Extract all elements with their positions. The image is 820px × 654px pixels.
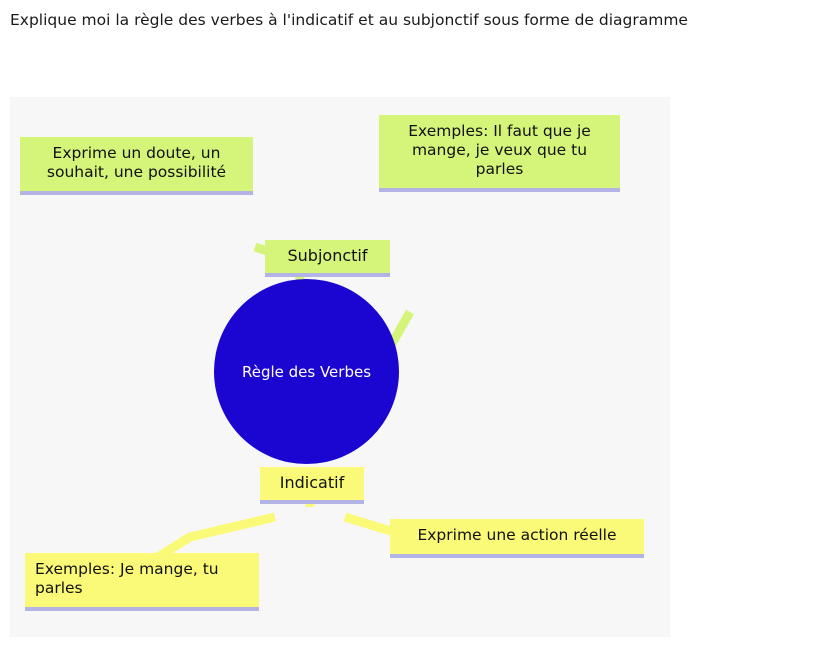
node-label: Exprime une action réelle (417, 526, 617, 544)
node-label: Exemples: Je mange, tu parles (35, 560, 219, 597)
node-label: Indicatif (279, 473, 345, 492)
node-label: Règle des Verbes (241, 362, 372, 381)
node-label: Exemples: Il faut que je mange, je veux que tu parles (408, 122, 591, 178)
prompt-text: Explique moi la règle des verbes à l'indicatif et au subjonctif sous forme de diagramme (10, 11, 688, 29)
node-subjonctif-definition[interactable] (20, 137, 253, 195)
node-subjonctif-examples[interactable] (379, 115, 620, 192)
node-indicatif-examples[interactable] (25, 553, 259, 611)
node-indicatif-definition[interactable] (390, 519, 644, 558)
diagram-canvas (10, 97, 670, 637)
node-label: Subjonctif (287, 246, 368, 265)
node-center-regle-des-verbes[interactable] (214, 279, 399, 464)
node-subjonctif[interactable] (265, 240, 390, 277)
node-indicatif[interactable] (260, 467, 364, 504)
node-label: Exprime un doute, un souhait, une possibilité (46, 144, 227, 181)
